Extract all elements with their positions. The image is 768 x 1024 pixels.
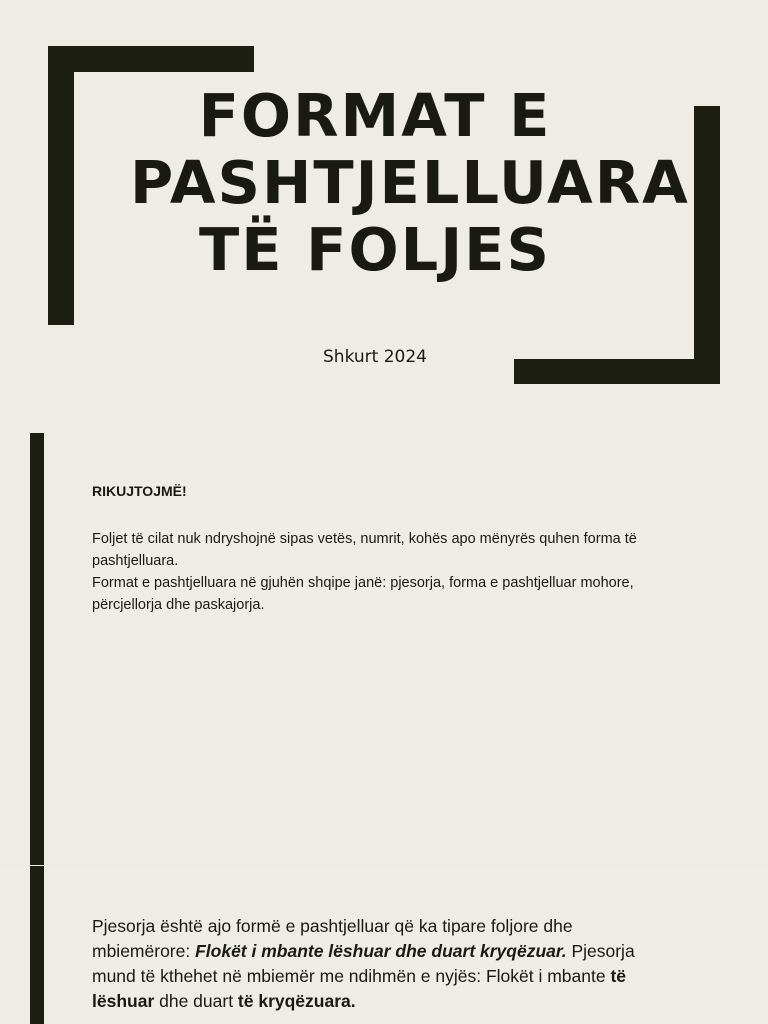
recall-text [92, 528, 692, 616]
participle-connector: dhe duart [154, 991, 238, 1011]
recall-forms-list: Format e pashtjelluara në gjuhën shqipe janë: pjesorja, forma e pashtjelluar mohore, përcjellorja dhe paskajorja. [92, 575, 634, 613]
slide-subtitle: Shkurt 2024 [323, 347, 427, 367]
participle-bold-example-2: të kryqëzuara. [237, 991, 356, 1011]
participle-text [92, 914, 667, 1014]
frame-corner-top-left-horizontal [48, 46, 254, 72]
title-slide [0, 0, 768, 433]
participle-definition: Pjesorja është ajo formë e pashtjelluar që ka tipare foljore dhe mbiemërore: [92, 916, 573, 961]
participle-conversion: Pjesorja mund të kthehet në mbiemër me ndihmën e nyjës: Flokët i mbante [92, 941, 635, 986]
recall-heading: RIKUJTOJMË! [92, 483, 187, 499]
recall-slide [0, 433, 768, 865]
slide-title: FORMAT E PASHTJELLUARA TË FOLJES [130, 81, 690, 284]
frame-corner-top-left-vertical [48, 46, 74, 325]
participle-bold-example-1: të lëshuar [92, 966, 627, 1011]
left-accent-rule [30, 433, 44, 865]
participle-slide [0, 866, 768, 1024]
recall-definition: Foljet të cilat nuk ndryshojnë sipas vetës, numrit, kohës apo mënyrës quhen forma të pashtjelluara. [92, 531, 637, 569]
participle-example: Flokët i mbante lëshuar dhe duart kryqëzuar. [195, 941, 567, 961]
frame-corner-bottom-right-vertical [694, 106, 720, 384]
left-accent-rule [30, 866, 44, 1024]
participle-paragraph [92, 914, 667, 1014]
